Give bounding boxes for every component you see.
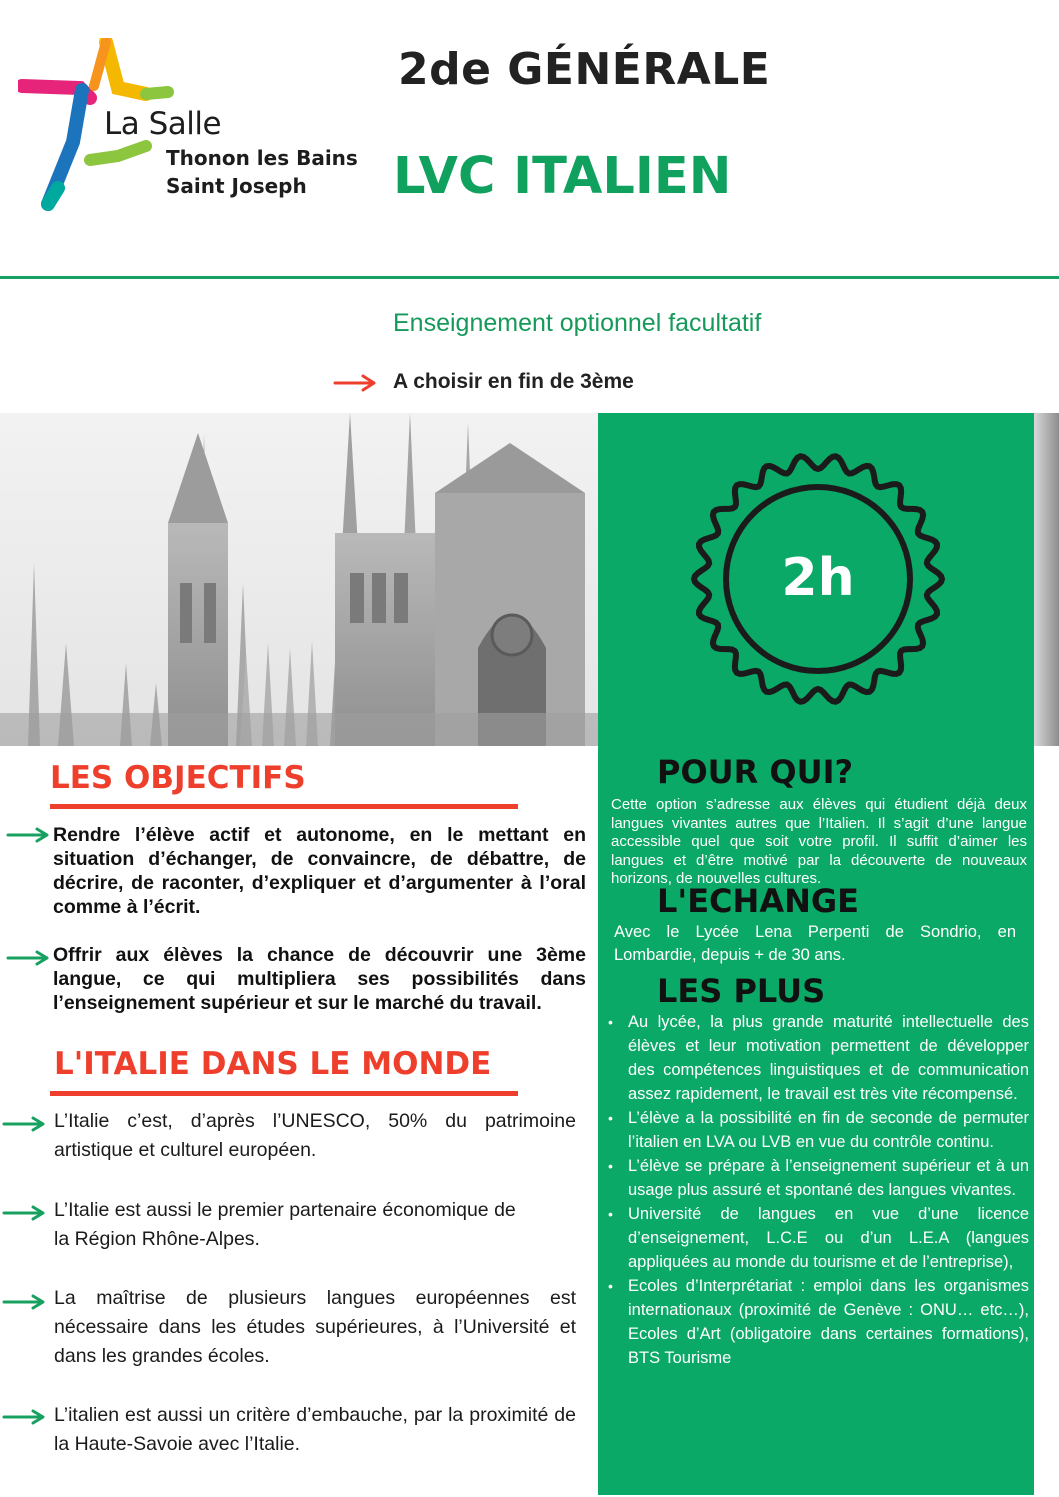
list-item: • Ecoles d’Interprétariat : emploi dans les organismes internationaux (proximité de Genève : ONU… etc…), Ecoles d’Art (obligatoire dans certaines formations), BTS Tourisme xyxy=(608,1274,1029,1370)
list-item: • Au lycée, la plus grande maturité intellectuelle des élèves et leur motivation permettent de développer des compétences linguistiques et de communication assez rapidement, le travail est très vite récompensé. xyxy=(608,1010,1029,1106)
choice-note: A choisir en fin de 3ème xyxy=(393,370,634,393)
green-arrow-icon xyxy=(6,950,50,966)
who-heading: POUR QUI? xyxy=(657,753,854,791)
logo-line-1: La Salle xyxy=(104,106,222,142)
header-divider xyxy=(0,276,1059,279)
italy-fact: L’Italie est aussi le premier partenaire économique de la Région Rhône-Alpes. xyxy=(54,1199,516,1250)
list-item: • Université de langues en vue d’une licence d’enseignement, L.C.E ou d’un L.E.A (langues appliquées au monde du tourisme et de l’entreprise), xyxy=(608,1202,1029,1274)
list-item: • L’élève a la possibilité en fin de seconde de permuter l’italien en LVA ou LVB en vue du contrôle continu. xyxy=(608,1106,1029,1154)
objective-item: Offrir aux élèves la chance de découvrir une 3ème langue, ce qui multipliera ses possibilités dans l’enseignement supérieur et sur le marché du travail. xyxy=(53,944,586,1014)
option-type: Enseignement optionnel facultatif xyxy=(393,309,762,337)
plus-list xyxy=(608,1010,1029,1370)
green-arrow-icon xyxy=(2,1409,46,1425)
who-text: Cette option s’adresse aux élèves qui étudient déjà deux langues vivantes autres que l’Italien. Il s’agit d’une langue accessible quel que soit votre profil. Il suffit d’aimer les langues et d’être motivé par la découverte de nouveaux horizons, de nouvelles cultures. xyxy=(611,796,1027,887)
italy-fact: La maîtrise de plusieurs langues européennes est nécessaire dans les études supérieures, à l’Université et dans les grandes écoles. xyxy=(54,1287,576,1367)
milan-cathedral-photo xyxy=(0,413,598,746)
green-arrow-icon xyxy=(2,1116,46,1132)
red-arrow-icon xyxy=(333,374,377,392)
subject-title: LVC ITALIEN xyxy=(393,147,732,206)
exchange-heading: L'ECHANGE xyxy=(657,882,859,920)
green-arrow-icon xyxy=(2,1294,46,1310)
exchange-text: Avec le Lycée Lena Perpenti de Sondrio, en Lombardie, depuis + de 30 ans. xyxy=(614,923,1016,964)
photo-edge xyxy=(1034,413,1059,746)
italy-fact: L’italien est aussi un critère d’embauche, par la proximité de la Haute-Savoie avec l’Italie. xyxy=(54,1404,576,1455)
logo-line-3: Saint Joseph xyxy=(166,174,307,198)
green-arrow-icon xyxy=(6,827,50,843)
italy-underline xyxy=(50,1091,518,1096)
italy-fact: L’Italie c’est, d’après l’UNESCO, 50% du patrimoine artistique et culturel européen. xyxy=(54,1110,576,1161)
plus-heading: LES PLUS xyxy=(657,972,826,1010)
green-arrow-icon xyxy=(2,1205,46,1221)
italy-heading: L'ITALIE DANS LE MONDE xyxy=(54,1046,492,1082)
objectives-underline xyxy=(50,804,518,809)
level-title: 2de GÉNÉRALE xyxy=(398,44,771,95)
logo-line-2: Thonon les Bains xyxy=(166,146,358,170)
hours-badge: 2h xyxy=(781,548,855,608)
school-logo xyxy=(18,38,358,213)
objectives-heading: LES OBJECTIFS xyxy=(50,760,306,796)
objective-item: Rendre l’élève actif et autonome, en le mettant en situation d’échanger, de convaincre, de débattre, de décrire, de raconter, d’expliquer et d’argumenter à l’oral comme à l’écrit. xyxy=(53,824,586,918)
list-item: • L’élève se prépare à l’enseignement supérieur et à un usage plus assuré et spontané des langues vivantes. xyxy=(608,1154,1029,1202)
